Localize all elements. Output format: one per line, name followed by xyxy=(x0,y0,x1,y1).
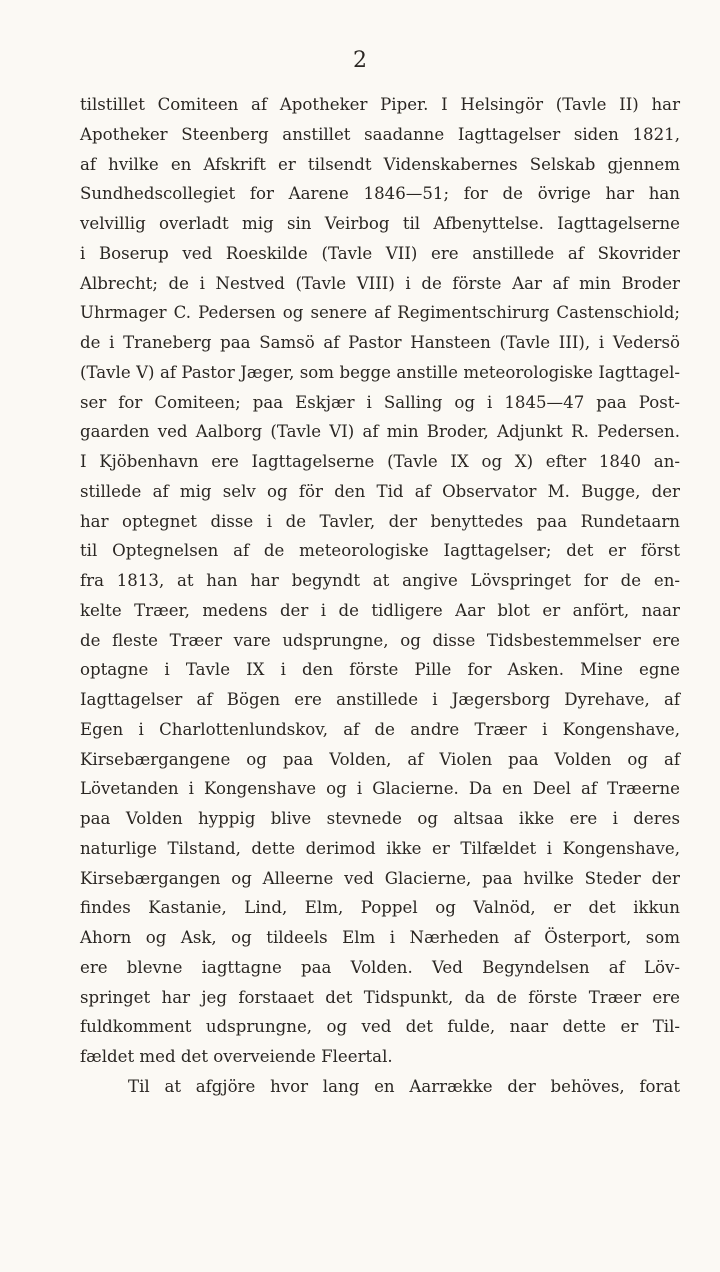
text-line: Til at afgjöre hvor lang en Aarrække der behöves, forat xyxy=(128,1076,680,1096)
text-line: kelte Træer, medens der i de tidligere Aar blot er anfört, naar xyxy=(80,600,680,620)
text-line: fældet med det overveiende Fleertal. xyxy=(80,1047,393,1066)
text-line: springet har jeg forstaaet det Tidspunkt, da de förste Træer ere xyxy=(80,987,680,1007)
text-line: naturlige Tilstand, dette derimod ikke er Tilfældet i Kongenshave, xyxy=(80,838,680,858)
page-number: 2 xyxy=(353,48,367,73)
text-line: Uhrmager C. Pedersen og senere af Regimentschirurg Castenschiold; xyxy=(80,303,680,323)
text-line: ere blevne iagttagne paa Volden. Ved Begyndelsen af Löv- xyxy=(80,957,680,977)
text-line: de fleste Træer vare udsprungne, og disse Tidsbestemmelser ere xyxy=(80,630,680,650)
text-line: har optegnet disse i de Tavler, der benyttedes paa Rundetaarn xyxy=(80,511,680,531)
text-line: Kirsebærgangen og Alleerne ved Glacierne, paa hvilke Steder der xyxy=(80,868,680,888)
text-line: de i Traneberg paa Samsö af Pastor Hansteen (Tavle III), i Vedersö xyxy=(80,333,680,352)
text-line: fuldkomment udsprungne, og ved det fulde, naar dette er Til- xyxy=(80,1017,680,1037)
text-line: Sundhedscollegiet for Aarene 1846—51; for de övrige har han xyxy=(80,184,680,204)
text-line: findes Kastanie, Lind, Elm, Poppel og Valnöd, er det ikkun xyxy=(80,898,680,918)
text-line: Ahorn og Ask, og tildeels Elm i Nærheden af Österport, som xyxy=(80,928,680,947)
text-line: ser for Comiteen; paa Eskjær i Salling og i 1845—47 paa Post- xyxy=(80,392,680,412)
text-line: paa Volden hyppig blive stevnede og altsaa ikke ere i deres xyxy=(80,809,680,828)
text-line: fra 1813, at han har begyndt at angive Lövspringet for de en- xyxy=(80,571,680,590)
text-line: gaarden ved Aalborg (Tavle VI) af min Broder, Adjunkt R. Pedersen. xyxy=(80,422,680,442)
text-line: velvillig overladt mig sin Veirbog til Afbenyttelse. Iagttagelserne xyxy=(80,214,680,233)
text-line: Albrecht; de i Nestved (Tavle VIII) i de förste Aar af min Broder xyxy=(80,273,680,293)
text-line: Egen i Charlottenlundskov, af de andre Træer i Kongenshave, xyxy=(80,719,680,739)
text-line: stillede af mig selv og för den Tid af Observator M. Bugge, der xyxy=(80,481,680,501)
text-line: Lövetanden i Kongenshave og i Glacierne. Da en Deel af Træerne xyxy=(80,779,680,799)
text-line: Iagttagelser af Bögen ere anstillede i Jægersborg Dyrehave, af xyxy=(80,690,680,709)
text-line: til Optegnelsen af de meteorologiske Iagttagelser; det er först xyxy=(80,541,680,561)
text-line: af hvilke en Afskrift er tilsendt Videnskabernes Selskab gjennem xyxy=(80,154,680,174)
text-line: (Tavle V) af Pastor Jæger, som begge anstille meteorologiske Iagttagel- xyxy=(80,362,680,382)
text-line: i Boserup ved Roeskilde (Tavle VII) ere anstillede af Skovrider xyxy=(80,243,680,263)
body-text xyxy=(80,90,680,1102)
text-line: Kirsebærgangene og paa Volden, af Violen paa Volden og af xyxy=(80,749,680,769)
text-line: I Kjöbenhavn ere Iagttagelserne (Tavle IX og X) efter 1840 an- xyxy=(80,452,680,471)
text-line: Apotheker Steenberg anstillet saadanne Iagttagelser siden 1821, xyxy=(80,124,680,144)
text-line: optagne i Tavle IX i den förste Pille for Asken. Mine egne xyxy=(80,660,680,680)
text-line: tilstillet Comiteen af Apotheker Piper. I Helsingör (Tavle II) har xyxy=(80,95,680,114)
